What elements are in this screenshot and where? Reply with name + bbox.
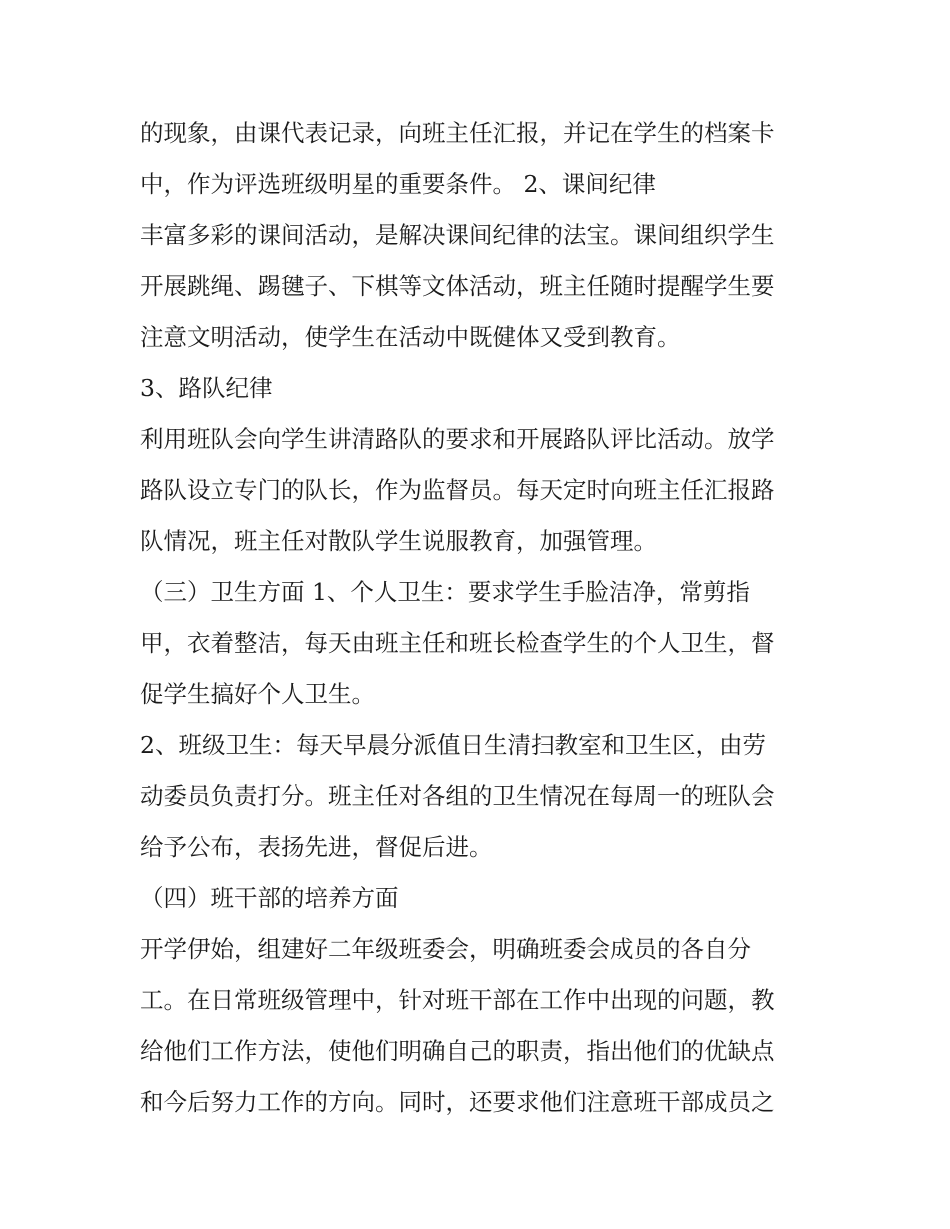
text-line: 促学生搞好个人卫生。 (140, 680, 375, 708)
text-line: 路队设立专门的队长，作为监督员。每天定时向班主任汇报路 (140, 476, 775, 504)
text-line: 和今后努力工作的方向。同时，还要求他们注意班干部成员之 (140, 1088, 775, 1116)
text-line: 注意文明活动，使学生在活动中既健体又受到教育。 (140, 323, 681, 351)
text-line: 给予公布，表扬先进，督促后进。 (140, 833, 493, 861)
text-line: 的现象，由课代表记录，向班主任汇报，并记在学生的档案卡 (140, 119, 775, 147)
text-line: 利用班队会向学生讲清路队的要求和开展路队评比活动。放学 (140, 425, 775, 453)
text-line: 中，作为评选班级明星的重要条件。 2、课间纪律 (140, 170, 656, 198)
text-line: 2、班级卫生：每天早晨分派值日生清扫教室和卫生区，由劳 (140, 731, 766, 759)
section-heading-class-cadre: （四）班干部的培养方面 (140, 884, 399, 912)
text-line: 开展跳绳、踢毽子、下棋等文体活动，班主任随时提醒学生要 (140, 272, 775, 300)
text-line: 工。在日常班级管理中，针对班干部在工作中出现的问题，教 (140, 986, 775, 1014)
text-line: 开学伊始，组建好二年级班委会，明确班委会成员的各自分 (140, 935, 751, 963)
section-heading-route-discipline: 3、路队纪律 (140, 374, 273, 402)
text-line: 动委员负责打分。班主任对各组的卫生情况在每周一的班队会 (140, 782, 775, 810)
text-line: 甲，衣着整洁，每天由班主任和班长检查学生的个人卫生，督 (140, 629, 775, 657)
document-text-body (140, 108, 820, 1128)
section-heading-hygiene: （三）卫生方面 1、个人卫生：要求学生手脸洁净，常剪指 (140, 578, 750, 606)
text-line: 给他们工作方法，使他们明确自己的职责，指出他们的优缺点 (140, 1037, 775, 1065)
text-line: 丰富多彩的课间活动，是解决课间纪律的法宝。课间组织学生 (140, 221, 775, 249)
text-line: 队情况，班主任对散队学生说服教育，加强管理。 (140, 527, 657, 555)
